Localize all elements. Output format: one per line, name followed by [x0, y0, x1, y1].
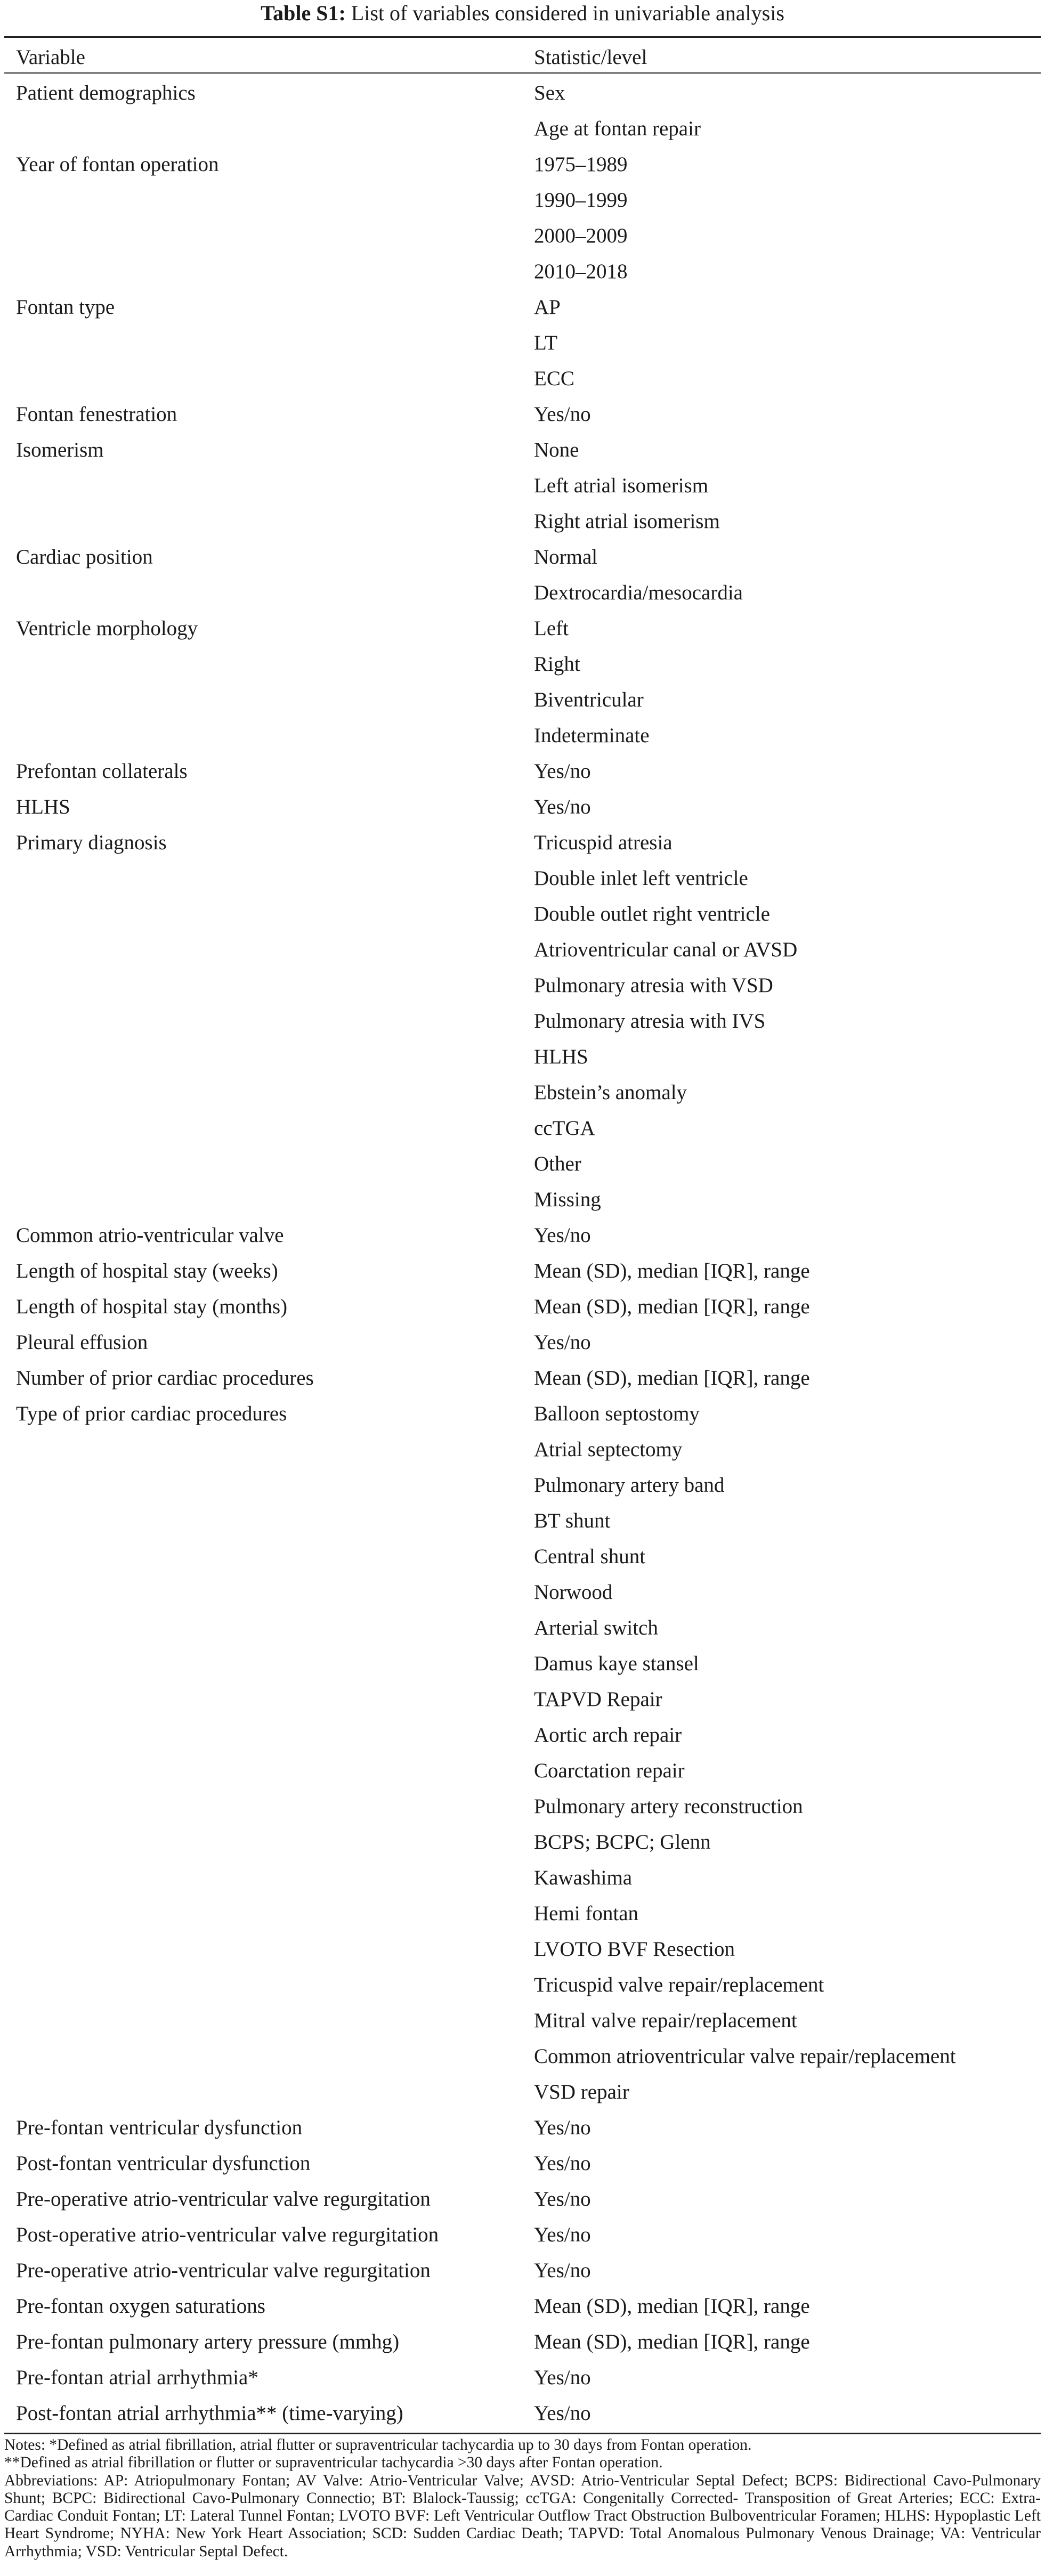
levels-cell [534, 289, 1045, 396]
variable-cell: Prefontan collaterals [16, 760, 188, 783]
levels-cell [534, 1289, 1045, 1324]
levels-cell [534, 1360, 1045, 1396]
levels-cell [534, 2288, 1045, 2324]
level-item: Hemi fontan [534, 1902, 639, 1925]
level-item: Tricuspid atresia [534, 831, 673, 854]
level-item: Mitral valve repair/replacement [534, 2009, 797, 2032]
table-row [0, 611, 1045, 753]
level-item: Yes/no [534, 403, 591, 426]
levels-cell [534, 396, 1045, 432]
caption-label: Table S1: [261, 1, 346, 25]
level-item: Aortic arch repair [534, 1724, 682, 1746]
top-rule [4, 36, 1041, 38]
bottom-rule [4, 2433, 1041, 2434]
level-item: Mean (SD), median [IQR], range [534, 1259, 810, 1282]
table-row [0, 2181, 1045, 2217]
level-item: Arterial switch [534, 1616, 658, 1639]
levels-cell [534, 1253, 1045, 1289]
level-item: Other [534, 1152, 581, 1175]
level-item: Double inlet left ventricle [534, 867, 748, 890]
table-row [0, 825, 1045, 1217]
level-item: HLHS [534, 1045, 588, 1068]
level-item: Ebstein’s anomaly [534, 1081, 687, 1104]
levels-cell [534, 2395, 1045, 2431]
level-item: ECC [534, 367, 574, 390]
variable-cell: Ventricle morphology [16, 617, 198, 640]
level-item: Common atrioventricular valve repair/replacement [534, 2045, 956, 2068]
variable-cell: Patient demographics [16, 82, 196, 104]
levels-cell [534, 753, 1045, 789]
levels-cell [534, 2324, 1045, 2360]
variable-cell: Year of fontan operation [16, 153, 219, 176]
table-header [0, 42, 1045, 74]
table-row [0, 2253, 1045, 2288]
table-body [0, 75, 1045, 2431]
header-statistic-level: Statistic/level [534, 46, 647, 69]
levels-cell [534, 1217, 1045, 1253]
table-row [0, 75, 1045, 147]
level-item: Pulmonary artery band [534, 1474, 725, 1497]
levels-cell [534, 539, 1045, 611]
level-item: BCPS; BCPC; Glenn [534, 1831, 711, 1854]
level-item: AP [534, 296, 561, 319]
variable-cell: Primary diagnosis [16, 831, 167, 854]
levels-cell [534, 611, 1045, 753]
table-row [0, 1217, 1045, 1253]
level-item: Indeterminate [534, 724, 650, 747]
abbreviations-note: Abbreviations: AP: Atriopulmonary Fontan; AV Valve: Atrio-Ventricular Valve; AVSD: Atrio-Ventricular Septal Defect; BCPS: Bidirectional Cavo-Pulmonary Shunt; BCPC: Bidirectional Cavo-Pulmonary Connectio; BT: Blalock-Taussig; ccTGA: Congenitally Corrected- Transposition of Great Arteries; ECC: Extra-Cardiac Conduit Fontan; LT: Lateral Tunnel Fontan; LVOTO BVF: Left Ventricular Outflow Tract Obstruction Bulboventricular Foramen; HLHS: Hypoplastic Left Heart Syndrome; NYHA: New York Heart Association; SCD: Sudden Cardiac Death; TAPVD: Total Anomalous Pulmonary Venous Drainage; VA: Ventricular Arrhythmia; VSD: Ventricular Septal Defect. [4, 2472, 1041, 2560]
level-item: 2010–2018 [534, 260, 628, 283]
table-row [0, 2110, 1045, 2146]
level-item: Kawashima [534, 1866, 633, 1889]
caption-text: List of variables considered in univariable analysis [351, 1, 784, 25]
level-item: Central shunt [534, 1545, 646, 1568]
level-item: Dextrocardia/mesocardia [534, 581, 743, 604]
table-row [0, 289, 1045, 396]
levels-cell [534, 789, 1045, 825]
table-row [0, 1360, 1045, 1396]
table-row [0, 432, 1045, 539]
table-row [0, 2360, 1045, 2395]
table-row [0, 147, 1045, 289]
levels-cell [534, 2217, 1045, 2253]
variable-cell: Pre-fontan oxygen saturations [16, 2295, 265, 2318]
variable-cell: Length of hospital stay (months) [16, 1295, 288, 1318]
header-variable: Variable [16, 46, 85, 69]
table-row [0, 1324, 1045, 1360]
level-item: Yes/no [534, 1331, 591, 1354]
variable-cell: Pre-fontan pulmonary artery pressure (mmhg) [16, 2330, 400, 2353]
level-item: Double outlet right ventricle [534, 903, 770, 925]
level-item: Pulmonary artery reconstruction [534, 1795, 803, 1818]
variable-cell: Fontan fenestration [16, 403, 177, 426]
level-item: Right [534, 653, 580, 676]
variable-cell: Pre-operative atrio-ventricular valve regurgitation [16, 2188, 431, 2211]
level-item: Pulmonary atresia with VSD [534, 974, 773, 997]
level-item: 1975–1989 [534, 153, 628, 176]
level-item: Yes/no [534, 2366, 591, 2389]
level-item: 1990–1999 [534, 189, 628, 212]
levels-cell [534, 147, 1045, 289]
level-item: 2000–2009 [534, 224, 628, 247]
level-item: Missing [534, 1188, 601, 1211]
variable-cell: Common atrio-ventricular valve [16, 1224, 284, 1247]
level-item: Mean (SD), median [IQR], range [534, 1295, 810, 1318]
note-1: Notes: *Defined as atrial fibrillation, atrial flutter or supraventricular tachycardia up to 30 days from Fontan operation. [4, 2436, 752, 2453]
levels-cell [534, 432, 1045, 539]
note-2: **Defined as atrial fibrillation or flutter or supraventricular tachycardia >30 days after Fontan operation. [4, 2454, 663, 2472]
levels-cell [534, 2146, 1045, 2181]
levels-cell [534, 2110, 1045, 2146]
level-item: BT shunt [534, 1509, 611, 1532]
levels-cell [534, 2253, 1045, 2288]
level-item: Mean (SD), median [IQR], range [534, 1367, 810, 1389]
table-row [0, 539, 1045, 611]
level-item: Yes/no [534, 760, 591, 783]
level-item: Tricuspid valve repair/replacement [534, 1973, 824, 1996]
levels-cell [534, 1324, 1045, 1360]
variable-cell: Pre-fontan ventricular dysfunction [16, 2116, 303, 2139]
level-item: Yes/no [534, 2188, 591, 2211]
table-row [0, 753, 1045, 789]
table-row [0, 2288, 1045, 2324]
level-item: Coarctation repair [534, 1759, 685, 1782]
variable-cell: Number of prior cardiac procedures [16, 1367, 314, 1389]
level-item: ccTGA [534, 1117, 595, 1140]
level-item: None [534, 438, 579, 461]
level-item: Yes/no [534, 2152, 591, 2175]
level-item: Left [534, 617, 569, 640]
level-item: Atrial septectomy [534, 1438, 683, 1461]
level-item: Mean (SD), median [IQR], range [534, 2295, 810, 2318]
level-item: Yes/no [534, 2116, 591, 2139]
level-item: Damus kaye stansel [534, 1652, 699, 1675]
levels-cell [534, 2181, 1045, 2217]
level-item: Mean (SD), median [IQR], range [534, 2330, 810, 2353]
level-item: TAPVD Repair [534, 1688, 662, 1711]
variable-cell: Cardiac position [16, 546, 153, 568]
variable-cell: Pleural effusion [16, 1331, 148, 1354]
level-item: Yes/no [534, 2223, 591, 2246]
variable-cell: Post-fontan ventricular dysfunction [16, 2152, 311, 2175]
levels-cell [534, 75, 1045, 147]
table-row [0, 2324, 1045, 2360]
level-item: Right atrial isomerism [534, 510, 720, 533]
header-rule [4, 72, 1041, 74]
table-row [0, 1253, 1045, 1289]
level-item: Norwood [534, 1581, 613, 1604]
level-item: Yes/no [534, 2402, 591, 2425]
variable-cell: Pre-operative atrio-ventricular valve regurgitation [16, 2259, 431, 2282]
table-notes [4, 2436, 1041, 2561]
level-item: Normal [534, 546, 598, 568]
table-row [0, 2146, 1045, 2181]
level-item: Pulmonary atresia with IVS [534, 1010, 766, 1033]
level-item: Biventricular [534, 688, 644, 711]
level-item: LVOTO BVF Resection [534, 1938, 735, 1961]
variable-cell: Fontan type [16, 296, 115, 319]
variable-cell: Pre-fontan atrial arrhythmia* [16, 2366, 258, 2389]
level-item: Atrioventricular canal or AVSD [534, 938, 798, 961]
variable-cell: Isomerism [16, 438, 104, 461]
table-row [0, 396, 1045, 432]
variable-cell: Type of prior cardiac procedures [16, 1402, 287, 1425]
variable-cell: Post-fontan atrial arrhythmia** (time-varying) [16, 2402, 403, 2425]
levels-cell [534, 825, 1045, 1217]
levels-cell [534, 2360, 1045, 2395]
variable-cell: Post-operative atrio-ventricular valve regurgitation [16, 2223, 439, 2246]
level-item: LT [534, 331, 558, 354]
table-row [0, 789, 1045, 825]
level-item: Yes/no [534, 795, 591, 818]
table-row [0, 1396, 1045, 2110]
table-caption [0, 1, 1045, 26]
level-item: Sex [534, 82, 565, 104]
variable-cell: Length of hospital stay (weeks) [16, 1259, 278, 1282]
variable-cell: HLHS [16, 795, 70, 818]
level-item: Yes/no [534, 1224, 591, 1247]
table-row [0, 2217, 1045, 2253]
level-item: Balloon septostomy [534, 1402, 700, 1425]
table-row [0, 1289, 1045, 1324]
level-item: Left atrial isomerism [534, 474, 709, 497]
level-item: VSD repair [534, 2081, 629, 2103]
table-row [0, 2395, 1045, 2431]
level-item: Yes/no [534, 2259, 591, 2282]
level-item: Age at fontan repair [534, 117, 701, 140]
levels-cell [534, 1396, 1045, 2110]
